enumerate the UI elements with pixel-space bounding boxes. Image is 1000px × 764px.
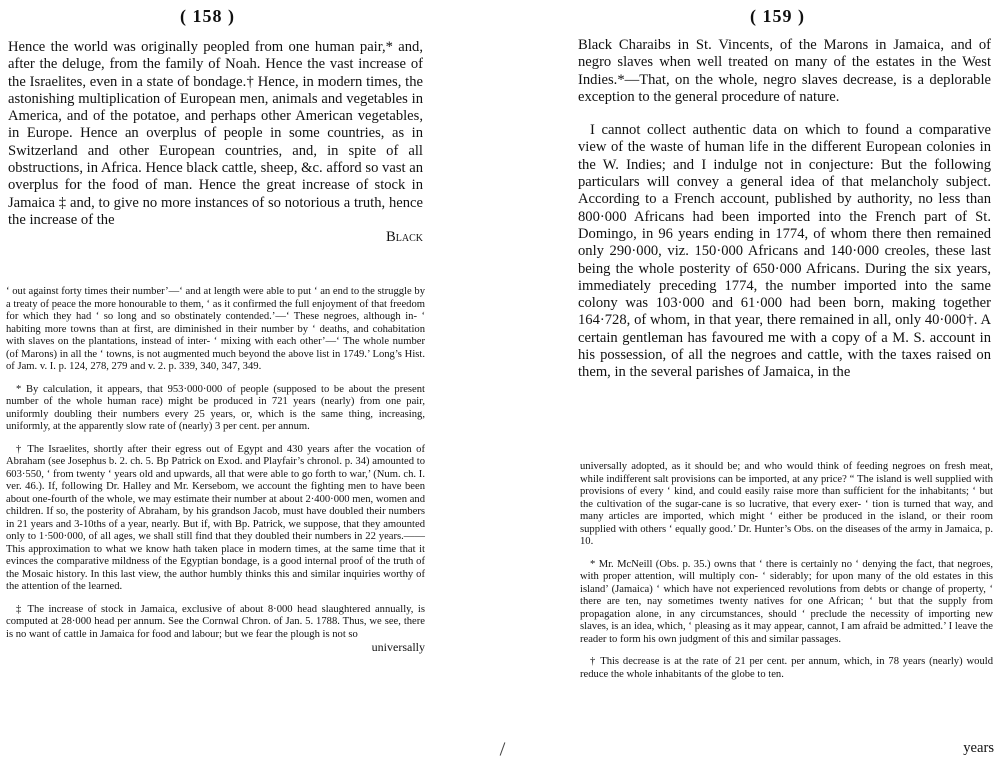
main-paragraph-1: Black Charaibs in St. Vincents, of the Marons in Jamaica, and of negro slaves when well treated on many of the estates in the West Indies.*—That, on the whole, negro slaves decrease, is a deplorable exception to the general procedure of nature. <box>578 37 991 105</box>
footnotes <box>6 286 425 654</box>
page-number: ( 159 ) <box>750 6 805 26</box>
main-text <box>8 39 423 247</box>
footnote-dagger: † This decrease is at the rate of 21 per cent. per annum, which, in 78 years (nearly) would reduce the whole inhabitants of the globe to ten. <box>580 656 993 680</box>
page-number: ( 158 ) <box>180 6 235 26</box>
footnotes <box>580 461 993 681</box>
main-paragraph-2: I cannot collect authentic data on which to found a comparative view of the waste of human life in the different European colonies in the W. Indies; and I indulge not in conjecture: But the following particulars will convey a general idea of that melancholy subject. According to a French account, published by authority, no less than 800·000 Africans had been imported into the French part of St. Domingo, in 96 years ending in 1774, of whom there then remained only 290·000, viz. 150·000 Africans and 140·000 creoles, these last being the whole posterity of 650·000 Africans. During the six years, immediately preceding 1774, the number imported into the same colony was 103·000 and 61·000 had been born, making together 164·728, of whom, in that year, there remained in all, only 40·000†. A certain gentleman has favoured me with a copy of a M. S. account in his possession, of all the negroes and cattle, with the taxes raised on them, in the several parishes of Jamaica, in the <box>578 122 991 381</box>
footnote-continued: ‘ out against forty times their number’—‘ and at length were able to put ‘ an end to the struggle by a treaty of peace the more honourable to them, ‘ as it confirmed the full enjoyment of that freedom for which they had ‘ so long and so obstinately contended.’—‘ These negroes, although in- ‘ habiting more towns than at first, are diminished in their number by ‘ deaths, and cohabitation with slaves on the plantations, instead of inter- ‘ mixing with each other’—‘ The whole number (of Marons) in all the ‘ towns, is not augmented much beyond the above list in 1749.’ Long’s Hist. of Jam. v. I. p. 124, 278, 279 and v. 2. p. 339, 340, 347, 349. <box>6 286 425 372</box>
footnote-star: * Mr. McNeill (Obs. p. 35.) owns that ‘ there is certainly no ‘ denying the fact, that negroes, with proper attention, will multiply con- ‘ siderably; for upon many of the old estates in this island’ (Jamaica) ‘ which have not experienced revolutions from debts or change of property, ‘ there are ten, nay sometimes twenty natives for one African; ‘ but that the supply from propagation alone, in any circumstances, should ‘ preclude the necessity of importing new slaves, is an idea, which, ‘ pleasing as it may appear, cannot, I am afraid be admitted.’ I leave the reader to form his own judgment of this and similar passages. <box>580 558 993 645</box>
catchword: Black <box>386 229 423 246</box>
footnote-dagger: † The Israelites, shortly after their egress out of Egypt and 430 years after the vocation of Abraham (see Josephus b. 2. ch. 5. Bp Patrick on Exod. and Playfair’s chronol. p. 34) amounted to 603·550, ‘ from twenty ‘ years old and upwards, all that were able to go forth to war,’ (Num. ch. I. ver. 46.). If, following Dr. Halley and Mr. Kersebom, we account the fighting men to have been about one-fourth of the whole, we may estimate their number at about 2·400·000 men, women and children. If so, the posterity of Abraham, by his grandson Jacob, must have doubled their numbers in 21 years and 3-10ths of a year, nearly. But if, with Bp. Patrick, we suppose, that they amounted only to 1·500·000, of all ages, we shall still find that they doubled their numbers in 22 years.—— This approximation to what we know hath taken place in modern times, at the same time that it evinces the comparative mildness of the Egyptian bondage, is a good internal proof of the truth of the Mosaic history. In this last view, the author humbly thinks this and similar inquiries worthy of the attention of the learned. <box>6 443 425 592</box>
footnote-catchword: universally <box>371 640 425 654</box>
catchword: years <box>963 740 994 756</box>
main-paragraph: Hence the world was originally peopled from one human pair,* and, after the deluge, from the family of Noah. Hence the vast increase of the Israelites, even in a state of bondage.† Hence, in modern times, the astonishing multiplication of European men, animals and vegetables in America, and of the potatoe, and perhaps other American vegetables, in Europe. Hence an overplus of people in some countries, as in Switzerland and other European countries, and, in spite of all obstructions, in Africa. Hence black cattle, sheep, &c. afford so vast an overplus for the food of man. Hence the great increase of stock in Jamaica ‡ and, to give no more instances of so notorious a truth, hence the increase of the <box>8 39 423 228</box>
main-text <box>578 37 991 382</box>
footnote-star: * By calculation, it appears, that 953·000·000 of people (supposed to be about the present number of the whole human race) might be produced in 721 years (nearly) from one pair, uniformly doubling their numbers every 25 years, or, which is the same thing, increasing, uniformly, at the apparently slow rate of (nearly) 3 per cent. per annum. <box>6 383 425 432</box>
gutter-mark <box>500 742 506 755</box>
footnote-continued: universally adopted, as it should be; and who would think of feeding negroes on fresh meat, while indifferent salt provisions can be imported, at any price? “ The island is well supplied with provisions of every ‘ kind, and could easily raise more than sufficient for the inhabitants; ‘ but the cultivation of the sugar-cane is so lucrative, that every exer- ‘ tion is turned that way, and many articles are imported, which might ‘ either be produced in the island, or their room supplied with others ‘ equally good.’ Dr. Hunter’s Obs. on the diseases of the army in Jamaica, p. 10. <box>580 461 993 547</box>
left-page <box>0 0 440 764</box>
right-page <box>570 0 1000 764</box>
footnote-double-dagger: ‡ The increase of stock in Jamaica, exclusive of about 8·000 head slaughtered annually, is computed at 28·000 head per annum. See the Cornwal Chron. of Jan. 5. 1788. Thus, we see, there is no want of cattle in Jamaica for food and labour; but we fear the plough is not so <box>6 603 425 640</box>
